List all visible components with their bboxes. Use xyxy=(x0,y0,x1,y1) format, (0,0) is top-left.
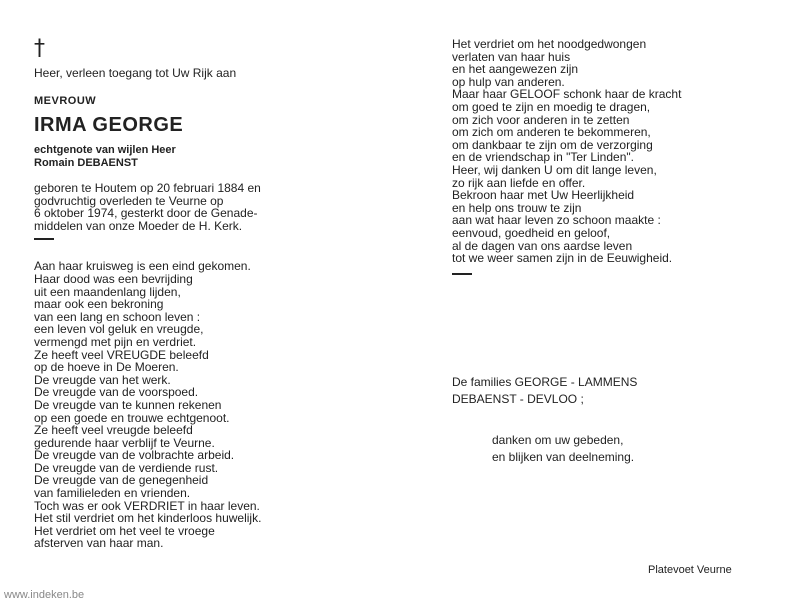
spouse-line-2: Romain DEBAENST xyxy=(34,157,138,169)
bio-line: geboren te Houtem op 20 februari 1884 en xyxy=(34,181,261,195)
poem-line: op hulp van anderen. xyxy=(452,74,565,89)
poem-line: De vreugde van de genegenheid xyxy=(34,473,209,488)
poem-line: om zich voor anderen in te zetten xyxy=(452,112,630,127)
deceased-name: IRMA GEORGE xyxy=(34,114,184,136)
thanks-block xyxy=(492,432,634,466)
cross-icon: † xyxy=(34,36,45,61)
poem-line: Ze heeft veel VREUGDE beleefd xyxy=(34,347,209,362)
poem-line: Het stil verdriet om het kinderloos huwelijk. xyxy=(34,511,262,526)
poem-line: uit een maandenlang lijden, xyxy=(34,284,181,299)
poem-line: De vreugde van te kunnen rekenen xyxy=(34,397,222,412)
poem-line: afsterven van haar man. xyxy=(34,536,164,551)
poem-line: Toch was er ook VERDRIET in haar leven. xyxy=(34,498,260,513)
poem-line: verlaten van haar huis xyxy=(452,49,571,64)
poem-line: een leven vol geluk en vreugde, xyxy=(34,322,204,337)
title-mevrouw: MEVROUW xyxy=(34,95,97,107)
poem-line: Heer, wij danken U om dit lange leven, xyxy=(452,162,657,177)
poem-left xyxy=(34,260,364,550)
poem-line: Maar haar GELOOF schonk haar de kracht xyxy=(452,87,682,102)
poem-line: Ze heeft veel vreugde beleefd xyxy=(34,423,193,438)
biography xyxy=(34,182,364,232)
thanks-line: en blijken van deelneming. xyxy=(492,450,635,464)
right-column xyxy=(452,38,792,275)
bio-line: 6 oktober 1974, gesterkt door de Genade- xyxy=(34,206,258,221)
poem-line: op een goede en trouwe echtgenoot. xyxy=(34,410,230,425)
poem-line: zo rijk aan liefde en offer. xyxy=(452,175,586,190)
watermark: www.indeken.be xyxy=(4,589,85,601)
poem-line: van familieleden en vrienden. xyxy=(34,486,191,501)
poem-line: aan wat haar leven zo schoon maakte : xyxy=(452,213,661,228)
poem-line: en de vriendschap in "Ter Linden". xyxy=(452,150,634,165)
poem-line: van een lang en schoon leven : xyxy=(34,309,201,324)
spouse-line-1: echtgenote van wijlen Heer xyxy=(34,144,176,156)
family-line: De families GEORGE - LAMMENS xyxy=(452,375,638,389)
poem-line: gedurende haar verblijf te Veurne. xyxy=(34,435,215,450)
poem-line: Het verdriet om het veel te vroege xyxy=(34,523,215,538)
poem-line: Haar dood was een bevrijding xyxy=(34,271,193,286)
poem-line: vermengd met pijn en verdriet. xyxy=(34,334,197,349)
poem-line: maar ook een bekroning xyxy=(34,297,164,312)
thanks-line: danken om uw gebeden, xyxy=(492,433,624,447)
poem-line: De vreugde van de volbrachte arbeid. xyxy=(34,448,235,463)
poem-line: om dankbaar te zijn om de verzorging xyxy=(452,137,653,152)
left-column xyxy=(34,38,364,550)
printer-credit: Platevoet Veurne xyxy=(648,564,732,576)
poem-line: tot we weer samen zijn in de Eeuwigheid. xyxy=(452,251,673,266)
poem-line: Het verdriet om het noodgedwongen xyxy=(452,37,647,51)
poem-line: en help ons trouw te zijn xyxy=(452,200,582,215)
poem-line: eenvoud, goedheid en geloof, xyxy=(452,225,611,240)
poem-right xyxy=(452,38,792,265)
poem-line: Bekroon haar met Uw Heerlijkheid xyxy=(452,188,635,203)
invocation-text: Heer, verleen toegang tot Uw Rijk aan xyxy=(34,66,237,80)
poem-line: om zich om anderen te bekommeren, xyxy=(452,125,651,140)
families-block xyxy=(452,374,637,408)
poem-line: Aan haar kruisweg is een eind gekomen. xyxy=(34,259,251,274)
poem-line: op de hoeve in De Moeren. xyxy=(34,360,179,375)
poem-line: en het aangewezen zijn xyxy=(452,62,579,77)
divider xyxy=(34,238,54,240)
bio-line: middelen van onze Moeder de H. Kerk. xyxy=(34,218,243,233)
family-line: DEBAENST - DEVLOO ; xyxy=(452,392,584,406)
poem-line: al de dagen van ons aardse leven xyxy=(452,238,633,253)
poem-line: om goed te zijn en moedig te dragen, xyxy=(452,99,651,114)
bio-line: godvruchtig overleden te Veurne op xyxy=(34,193,224,208)
poem-line: De vreugde van de voorspoed. xyxy=(34,385,199,400)
divider xyxy=(452,273,472,275)
poem-line: De vreugde van het werk. xyxy=(34,372,171,387)
poem-line: De vreugde van de verdiende rust. xyxy=(34,460,219,475)
